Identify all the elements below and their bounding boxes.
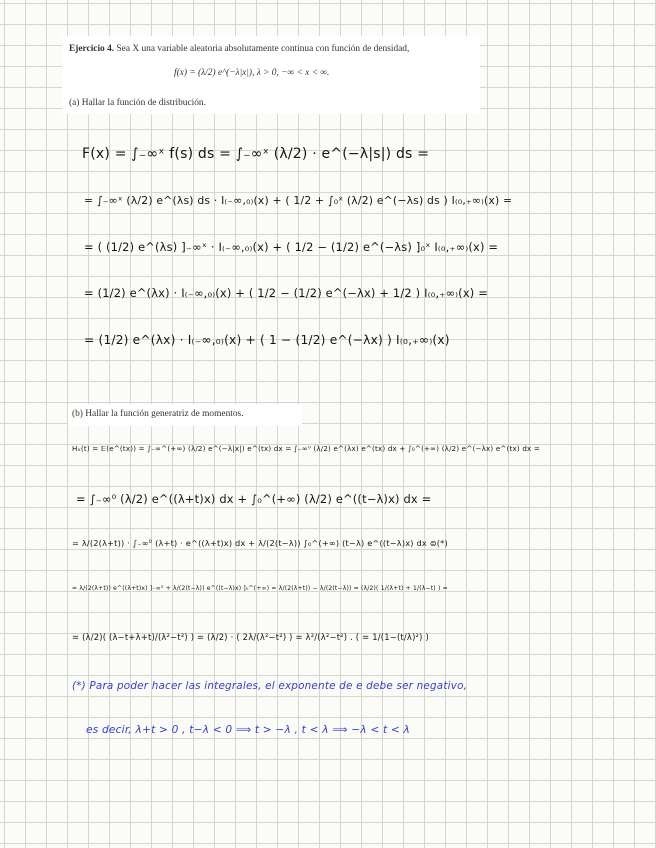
part-a-heading: (a) Hallar la función de distribución.: [69, 98, 206, 108]
exercise-heading: Ejercicio 4.: [69, 44, 115, 54]
work-a-line-1: F(x) = ∫₋∞ˣ f(s) ds = ∫₋∞ˣ (λ/2) · e^(−λ|s|) ds =: [82, 146, 430, 162]
work-a-line-3: = ( (1/2) e^(λs) ]₋∞ˣ · I₍₋∞,₀₎(x) + ( 1/2 − (1/2) e^(−λs) ]₀ˣ I₍₀,₊∞₎(x) =: [84, 240, 499, 254]
exercise-statement: [69, 44, 409, 54]
part-b-heading-box: [68, 404, 302, 426]
note-condition-line-1: (*) Para poder hacer las integrales, el exponente de e debe ser negativo,: [72, 680, 468, 692]
exercise-text: Sea X una variable aleatoria absolutamente continua con función de densidad,: [116, 44, 410, 54]
work-b-line-5: = (λ/2)( (λ−t+λ+t)/(λ²−t²) ) = (λ/2) · ( 2λ/(λ²−t²) ) = λ²/(λ²−t²) . ( = 1/(1−(t/λ)²) ): [72, 632, 429, 642]
note-condition-line-2: es decir, λ+t > 0 , t−λ < 0 ⟹ t > −λ , t < λ ⟹ −λ < t < λ: [86, 724, 411, 736]
part-b-heading: (b) Hallar la función generatriz de momentos.: [72, 409, 244, 419]
work-a-line-4: = (1/2) e^(λx) · I₍₋∞,₀₎(x) + ( 1/2 − (1/2) e^(−λx) + 1/2 ) I₍₀,₊∞₎(x) =: [84, 286, 488, 300]
density-formula: f(x) = (λ/2) e^(−λ|x|), λ > 0, −∞ < x < ∞.: [174, 68, 330, 78]
work-a-line-5: = (1/2) e^(λx) · I₍₋∞,₀₎(x) + ( 1 − (1/2) e^(−λx) ) I₍₀,₊∞₎(x): [84, 333, 450, 347]
work-a-line-2: = ∫₋∞ˣ (λ/2) e^(λs) ds · I₍₋∞,₀₎(x) + ( 1/2 + ∫₀ˣ (λ/2) e^(−λs) ds ) I₍₀,₊∞₎(x) =: [84, 194, 513, 207]
work-b-line-1: Hₓ(t) = 𝔼(e^(tx)) = ∫₋∞^(+∞) (λ/2) e^(−λ|x|) e^(tx) dx = ∫₋∞⁰ (λ/2) e^(λx) e^(tx) dx + ∫₀^(+∞) (λ/2) e^(−λx) e^(tx) dx =: [72, 444, 541, 453]
work-b-line-2: = ∫₋∞⁰ (λ/2) e^((λ+t)x) dx + ∫₀^(+∞) (λ/2) e^((t−λ)x) dx =: [76, 492, 432, 506]
work-b-line-3: = λ/(2(λ+t)) · ∫₋∞⁰ (λ+t) · e^((λ+t)x) dx + λ/(2(t−λ)) ∫₀^(+∞) (t−λ) e^((t−λ)x) dx ⊜(*): [72, 538, 448, 548]
work-b-line-4: = λ/(2(λ+t)) e^((λ+t)x) ]₋∞⁰ + λ/(2(t−λ)) e^((t−λ)x) ]₀^(+∞) = λ/(2(λ+t)) − λ/(2(t−λ)) = (λ/2)( 1/(λ+t) + 1/(λ−t) ) =: [72, 585, 448, 592]
exercise-statement-box: [62, 36, 480, 114]
